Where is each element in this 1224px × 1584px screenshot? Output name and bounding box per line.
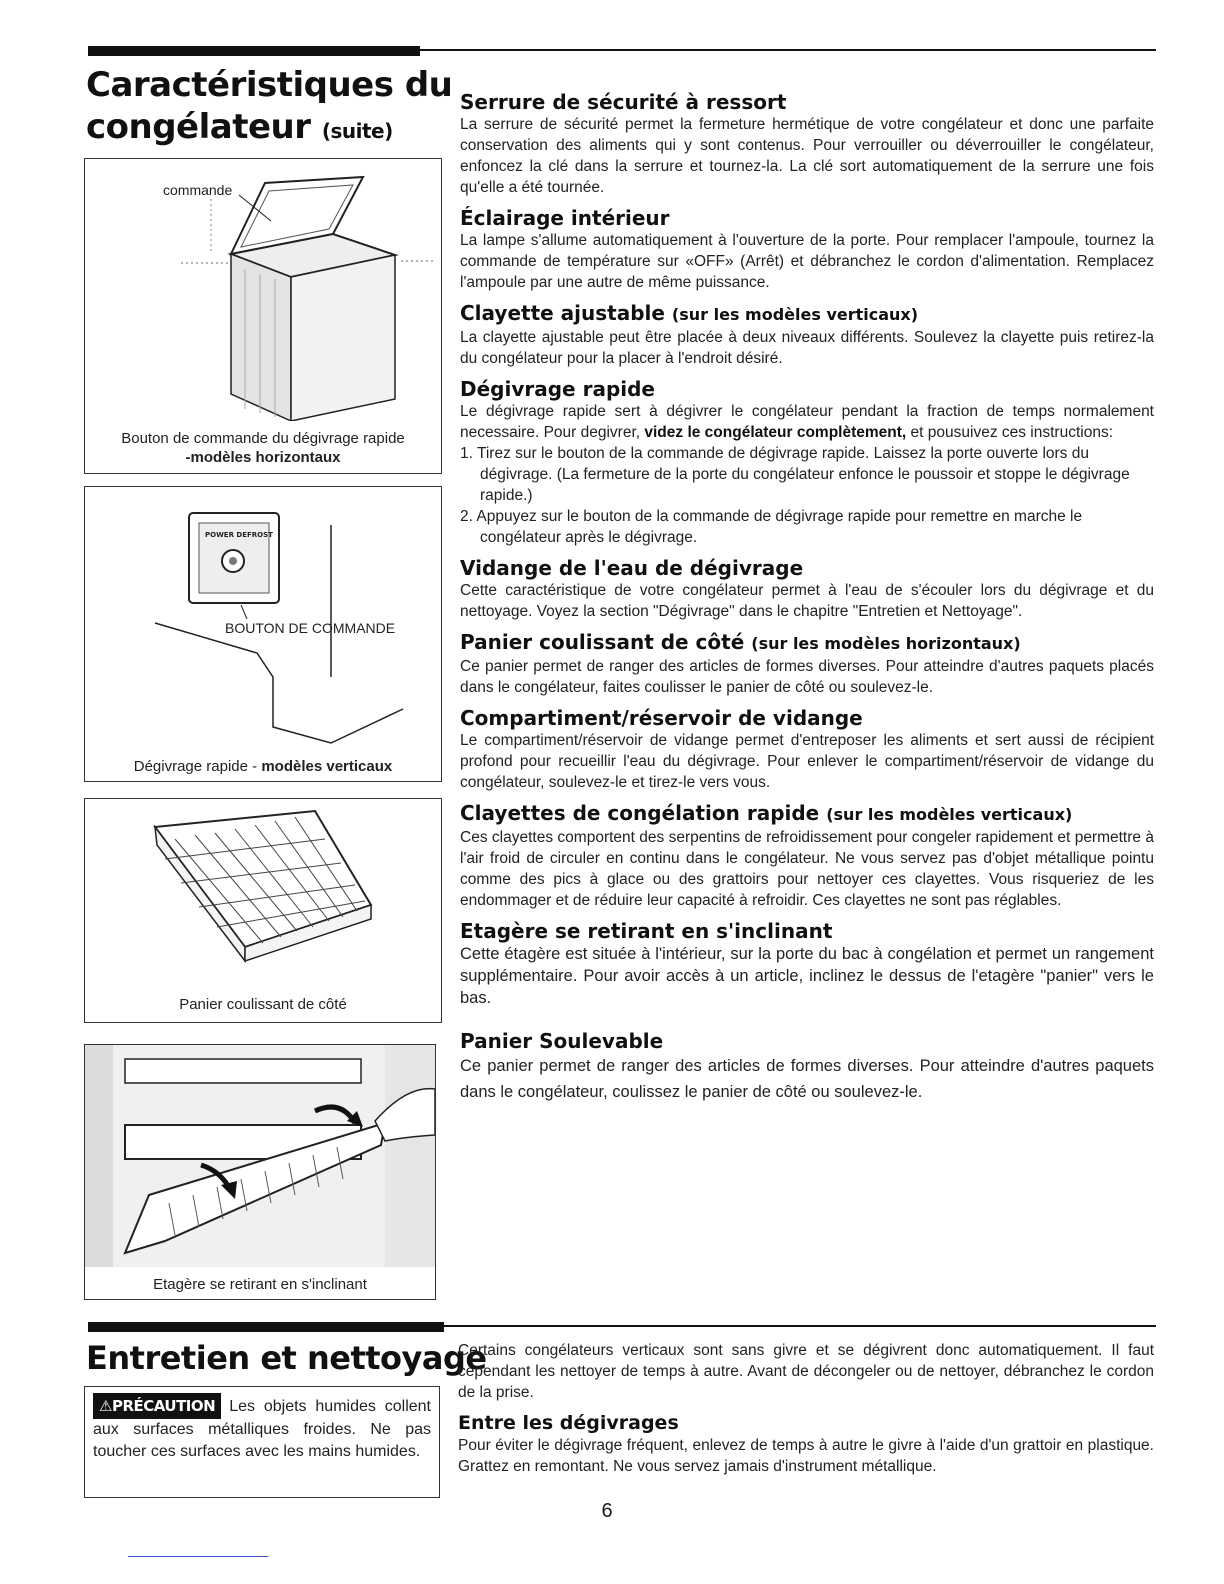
page-number: 6 — [601, 1500, 613, 1522]
maintenance-title: Entretien et nettoyage — [86, 1339, 487, 1377]
section-clayettes-congelation — [460, 801, 1154, 911]
fig2-caption-plain: Dégivrage rapide - — [133, 758, 262, 775]
chest-freezer-illustration — [85, 159, 441, 421]
fig2-callout: BOUTON DE COMMANDE — [225, 620, 396, 636]
fig2-caption — [85, 757, 441, 776]
page-title-suffix: (suite) — [321, 119, 393, 143]
figure-defrost-control — [84, 486, 442, 782]
figure-sliding-basket — [84, 798, 442, 1023]
section-text: Cette étagère est située à l'intérieur, sur la porte du bac à congélation et permet un rangement supplémentaire. Pour avoir accès à un article, inclinez le dessus de l'etagère "panier" vers le bas. — [460, 945, 1154, 1007]
caution-badge — [93, 1393, 221, 1419]
caution-text: Les objets humides collent aux surfaces métalliques froides. Ne pas toucher ces surfaces avec les mains humides. — [93, 1398, 431, 1460]
section-vidange — [460, 556, 1154, 622]
section-title: Vidange de l'eau de dégivrage — [460, 556, 804, 580]
fig3-caption: Panier coulissant de côté — [179, 996, 347, 1013]
section-serrure — [460, 90, 1154, 198]
section-text: Ce panier permet de ranger des articles de formes diverses. Pour atteindre d'autres paquets dans le congélateur, coulissez le panier de côté ou soulevez-le. — [460, 1057, 1154, 1101]
section-clayette-ajustable — [460, 301, 1154, 369]
maintenance-subtitle: Entre les dégivrages — [458, 1412, 679, 1434]
section-title-main: Clayette ajustable — [460, 301, 665, 325]
section-text-bold: videz le congélateur complètement, — [644, 424, 907, 441]
warning-icon: ⚠ — [99, 1397, 112, 1415]
fig1-callout: commande — [163, 182, 233, 198]
maintenance-subtext: Pour éviter le dégivrage fréquent, enlevez de temps à autre le givre à l'aide d'un grattoir en plastique. Grattez en remontant. Ne vous servez jamais d'instrument métallique. — [458, 1437, 1154, 1475]
section-title — [460, 801, 1154, 827]
section-title: Compartiment/réservoir de vidange — [460, 706, 863, 730]
maintenance-intro: Certains congélateurs verticaux sont sans givre et se dégivrent donc automatiquement. Il faut cependant les nettoyer de temps à autre. Avant de décongeler ou de nettoyer, débranchez le cordon de la prise. — [458, 1342, 1154, 1401]
bottom-link-line — [128, 1556, 268, 1557]
fig2-caption-bold: modèles verticaux — [261, 758, 393, 775]
figure-chest-freezer — [84, 158, 442, 474]
fig4-caption: Etagère se retirant en s'inclinant — [153, 1276, 367, 1293]
maintenance-column — [458, 1340, 1154, 1477]
section-text: La clayette ajustable peut être placée à deux niveaux différents. Soulevez la clayette puis retirez-la du congélateur pour la placer à l'endroit désiré. — [460, 329, 1154, 367]
step-item: 1. Tirez sur le bouton de la commande de dégivrage rapide. Laissez la porte ouverte lors du dégivrage. (La fermeture de la porte du congélateur enfonce le poussoir et stoppe le dégivrage rapide.) — [460, 445, 1130, 504]
section-text: Ces clayettes comportent des serpentins de refroidissement pour congeler rapidement et permettre à l'air froid de circuler en continu dans le congélateur. Ne vous servez pas d'objet métallique pointu comme des pics à glace ou des grattoirs pour nettoyer ces clayettes. Vous risqueriez de les endommager et de réduire leur capacité à refroidir. Ces clayettes ne sont pas réglables. — [460, 829, 1154, 909]
sliding-basket-illustration — [85, 799, 441, 989]
section-panier-soulevable — [460, 1029, 1154, 1105]
header-rule-thick — [88, 46, 420, 56]
fig1-caption-line1: Bouton de commande du dégivrage rapide — [121, 430, 405, 447]
section-title-main: Panier coulissant de côté — [460, 630, 745, 654]
section-title: Panier Soulevable — [460, 1029, 664, 1053]
caution-box — [84, 1386, 440, 1498]
section-text-after: et pousuivez ces instructions: — [906, 424, 1114, 441]
section-text-before: Le dégivrage rapide sert à dégivrer le congélateur pendant la fraction de temps normalement necessaire. Pour degivrer, — [460, 403, 1154, 441]
fig1-caption — [85, 429, 441, 467]
section-compartiment — [460, 706, 1154, 793]
caution-content — [93, 1393, 431, 1463]
features-column — [460, 90, 1154, 1105]
caution-badge-label: PRÉCAUTION — [111, 1397, 216, 1415]
section-title — [460, 630, 1154, 656]
section-text: Ce panier permet de ranger des articles de formes diverses. Pour atteindre d'autres paquets placés dans le congélateur, faites coulisser le panier de côté ou soulevez-le. — [460, 658, 1154, 696]
tilting-shelf-illustration — [85, 1045, 435, 1267]
section-qualifier: (sur les modèles verticaux) — [826, 805, 1073, 824]
page-title-line1: Caractéristiques du — [86, 65, 453, 105]
fig1-caption-line2: -modèles horizontaux — [185, 449, 341, 466]
section-text: La serrure de sécurité permet la fermeture hermétique de votre congélateur et donc une parfaite conservation des aliments qui y sont contenus. Pour verrouiller ou déverrouiller le congélateur, enfoncez la clé dans la serrure et tournez-la. La clé sort automatiquement de la serrure une fois qu'elle a été tournée. — [460, 116, 1154, 196]
section-title — [460, 301, 1154, 327]
section-title: Serrure de sécurité à ressort — [460, 90, 787, 114]
section-title: Etagère se retirant en s'inclinant — [460, 919, 833, 943]
section-title: Éclairage intérieur — [460, 206, 670, 230]
section-text: Le compartiment/réservoir de vidange permet d'entreposer les aliments et sert aussi de récipient profond pour recueillir l'eau du dégivrage. Pour enlever le compartiment/réservoir de vidange du congélateur, soulevez-le et tirez-le vers vous. — [460, 732, 1154, 791]
section-qualifier: (sur les modèles verticaux) — [671, 305, 919, 324]
section-text: Cette caractéristique de votre congélateur permet à l'eau de s'écouler lors du dégivrage et du nettoyage. Voyez la section "Dégivrage" dans le chapitre "Entretien et Nettoyage". — [460, 582, 1154, 620]
section-degivrage-rapide — [460, 377, 1154, 548]
page-title — [86, 64, 452, 152]
step-item: 2. Appuyez sur le bouton de la commande de dégivrage rapide pour remettre en marche le congélateur après le dégivrage. — [460, 508, 1083, 546]
section-title-main: Clayettes de congélation rapide — [460, 801, 820, 825]
steps-list — [460, 443, 1154, 548]
header-rule-thin — [420, 49, 1156, 51]
maintenance-rule-thick — [88, 1322, 444, 1332]
defrost-control-illustration — [85, 487, 441, 749]
section-title: Dégivrage rapide — [460, 377, 655, 401]
section-text: La lampe s'allume automatiquement à l'ouverture de la porte. Pour remplacer l'ampoule, tournez la commande de température sur «OFF» (Arrêt) et débranchez le cordon d'alimentation. Remplacez l'ampoule par une autre de même puissance. — [460, 232, 1154, 291]
page-title-line2: congélateur — [86, 107, 311, 147]
maintenance-rule-thin — [444, 1325, 1156, 1327]
figure-tilting-shelf — [84, 1044, 436, 1300]
section-panier-coulissant — [460, 630, 1154, 698]
section-qualifier: (sur les modèles horizontaux) — [751, 634, 1021, 653]
section-eclairage — [460, 206, 1154, 293]
panel-label: POWER DEFROST — [205, 531, 273, 539]
section-etagere — [460, 919, 1154, 1009]
section-text — [460, 401, 1154, 443]
